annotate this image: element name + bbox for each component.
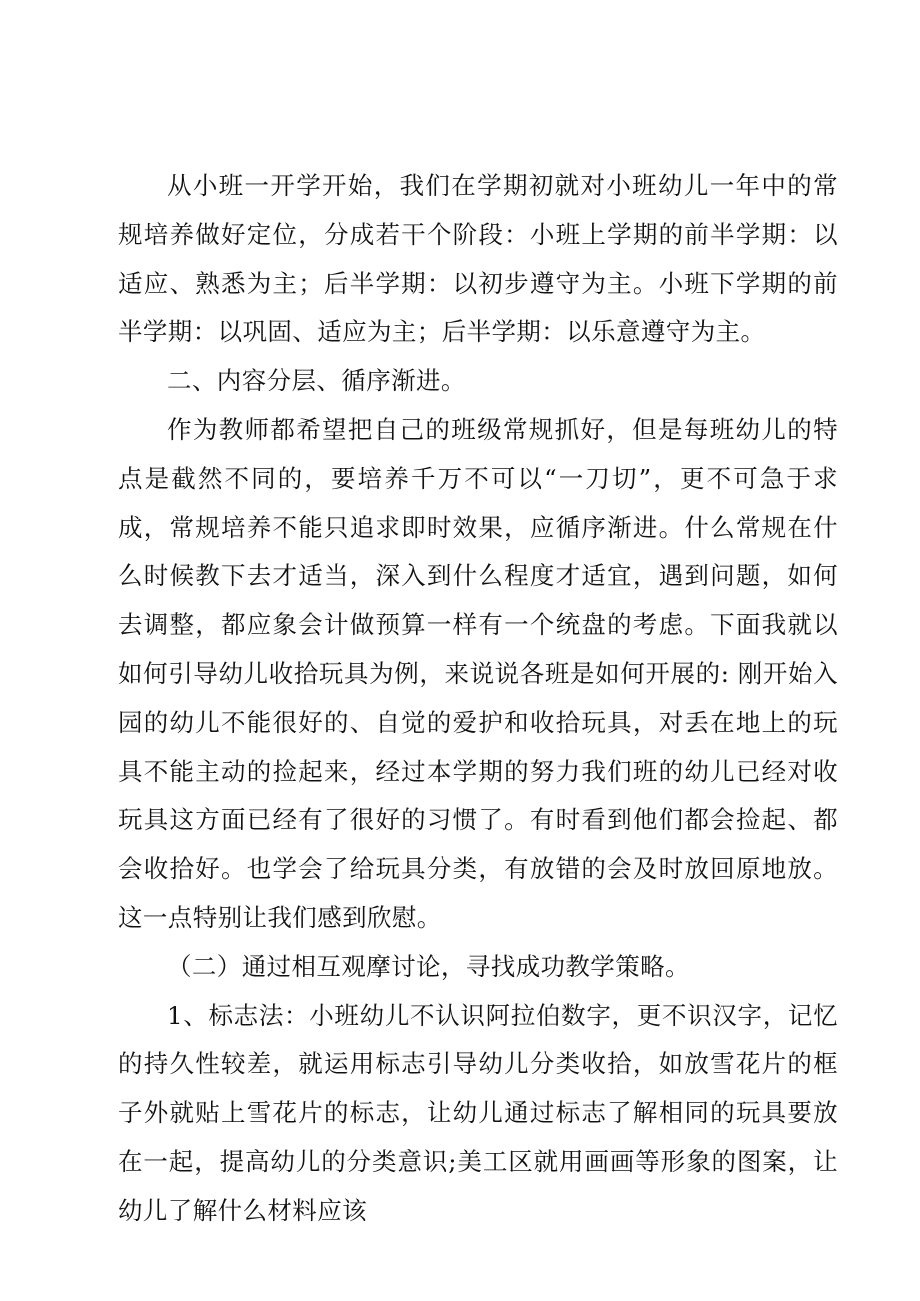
- paragraph-sign-method: 1、标志法：小班幼儿不认识阿拉伯数字，更不识汉字，记忆的持久性较差，就运用标志引导幼儿分类收拾，如放雪花片的框子外就贴上雪花片的标志，让幼儿通过标志了解相同的玩具要放在一起，提高幼儿的分类意识;美工区就用画画等形象的图案，让幼儿了解什么材料应该: [118, 1000, 838, 1225]
- paragraph-routine-stages: 从小班一开学开始，我们在学期初就对小班幼儿一年中的常规培养做好定位，分成若干个阶段：小班上学期的前半学期：以适应、熟悉为主；后半学期：以初步遵守为主。小班下学期的前半学期：以巩固、适应为主；后半学期：以乐意遵守为主。: [118, 171, 838, 347]
- subsection-heading-teaching-strategy: （二）通过相互观摩讨论，寻找成功教学策略。: [167, 951, 690, 981]
- document-body: [118, 162, 838, 1236]
- paragraph-gradual-progress: 作为教师都希望把自己的班级常规抓好，但是每班幼儿的特点是截然不同的，要培养千万不可以“一刀切”，更不可急于求成，常规培养不能只追求即时效果，应循序渐进。什么常规在什么时候教下去才适当，深入到什么程度才适宜，遇到问题，如何去调整，都应象会计做预算一样有一个统盘的考虑。下面我就以如何引导幼儿收拾玩具为例，来说说各班是如何开展的: 刚开始入园的幼儿不能很好的、自觉的爱护和收拾玩具，对丢在地上的玩具不能主动的捡起来，经过本学期的努力我们班的幼儿已经对收玩具这方面已经有了很好的习惯了。有时看到他们都会捡起、都会收拾好。也学会了给玩具分类，有放错的会及时放回原地放。这一点特别让我们感到欣慰。: [118, 414, 838, 932]
- section-heading-layered-content: 二、内容分层、循序渐进。: [167, 366, 466, 396]
